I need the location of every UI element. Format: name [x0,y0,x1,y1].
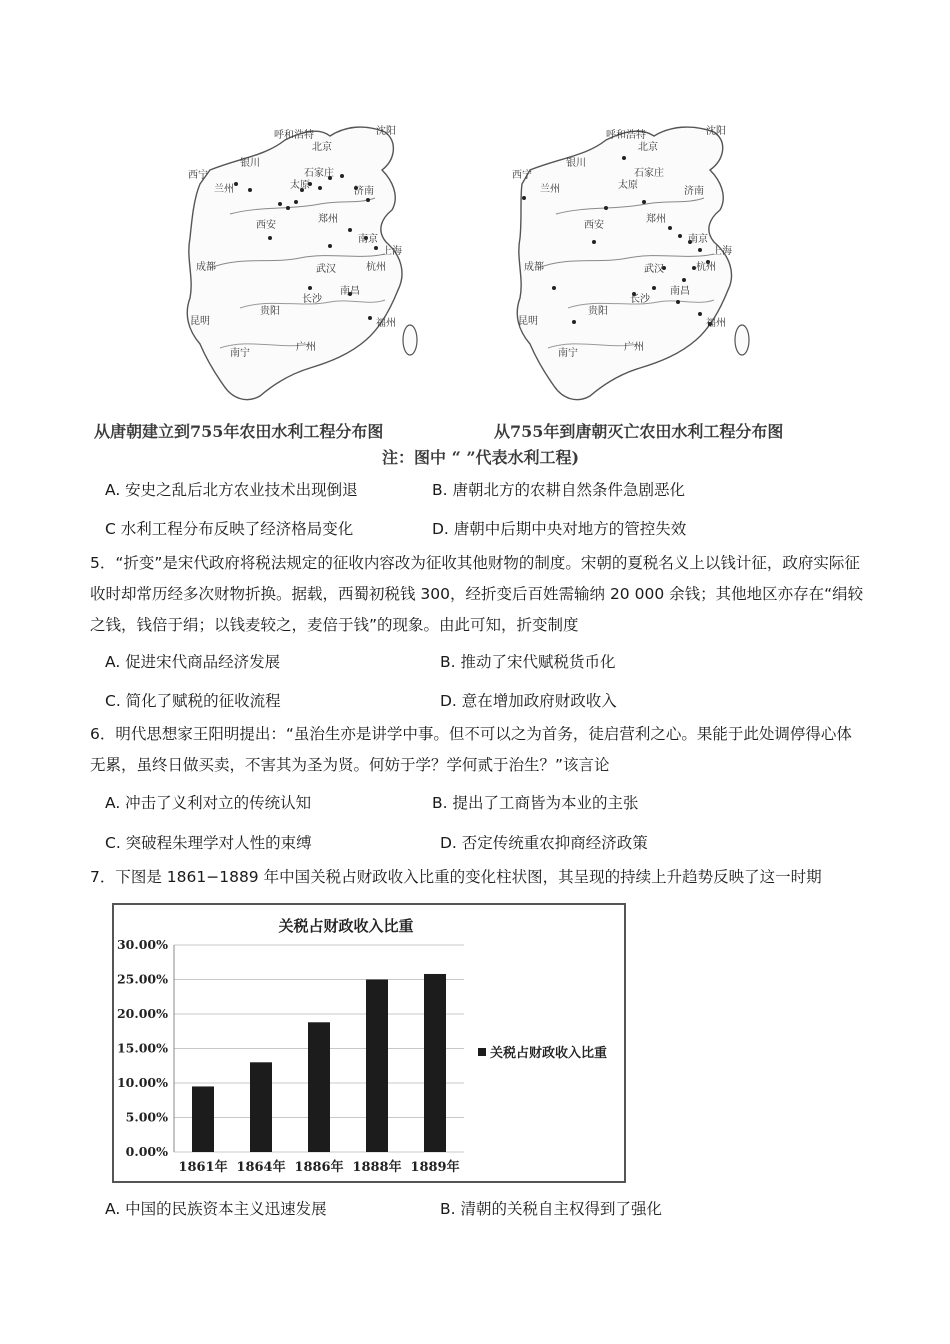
svg-text:福州: 福州 [706,318,726,329]
q5-stem: 5．“折变”是宋代政府将税法规定的征收内容改为征收其他财物的制度。宋朝的夏税名义上以钱计征，政府实际征收时却常历经多次财物折换。据载，西蜀初税钱 300，经折变后百姓需输纳 20 000 余钱；其他地区亦存在“绢较之钱，钱倍于绢；以钱麦较之，麦倍于钱”的现象。由此可知，折变制度 [90,554,864,634]
svg-text:北京: 北京 [638,142,658,153]
chart-title: 关税占财政收入比重 [278,917,414,935]
svg-text:杭州: 杭州 [366,262,386,273]
bar-1889年 [424,974,446,1152]
svg-text:西安: 西安 [256,220,276,231]
svg-text:西宁: 西宁 [188,170,208,181]
y-tick-label: 15.00% [116,1040,168,1056]
svg-text:兰州: 兰州 [540,184,560,195]
x-tick-label: 1888年 [352,1160,402,1175]
q4-option-d[interactable]: D. 唐朝中后期中央对地方的管控失效 [432,520,687,538]
map-note: 注：图中 “ ”代表水利工程) [382,448,580,467]
svg-text:呼和浩特: 呼和浩特 [274,130,314,141]
x-tick-label: 1864年 [236,1160,286,1175]
map-tang-late-graphic [494,118,768,423]
q7-option-b[interactable]: B. 清朝的关税自主权得到了强化 [440,1200,662,1218]
legend-swatch [478,1048,486,1056]
svg-text:银川: 银川 [240,158,260,169]
svg-text:南昌: 南昌 [670,286,690,297]
svg-text:上海: 上海 [382,246,402,257]
q5-option-d[interactable]: D. 意在增加政府财政收入 [440,692,617,710]
svg-text:贵阳: 贵阳 [588,306,608,317]
y-tick-label: 0.00% [125,1144,168,1159]
q7-option-a[interactable]: A. 中国的民族资本主义迅速发展 [105,1200,327,1218]
svg-text:沈阳: 沈阳 [706,126,726,137]
right-map-caption: 从755年到唐朝灭亡农田水利工程分布图 [494,422,784,441]
x-tick-label: 1861年 [178,1160,228,1175]
svg-text:石家庄: 石家庄 [304,168,334,179]
svg-text:济南: 济南 [354,186,374,197]
svg-text:杭州: 杭州 [696,262,716,273]
y-tick-label: 20.00% [116,1006,168,1021]
q7-stem: 7．下图是 1861−1889 年中国关税占财政收入比重的变化柱状图，其呈现的持续上升趋势反映了这一时期 [90,868,822,886]
q6-option-a[interactable]: A. 冲击了义利对立的传统认知 [105,794,312,812]
bar-1888年 [366,980,388,1153]
legend-label: 关税占财政收入比重 [490,1046,608,1061]
svg-text:北京: 北京 [312,142,332,153]
q4-option-b[interactable]: B. 唐朝北方的农耕自然条件急剧恶化 [432,481,685,499]
q4-option-c[interactable]: C 水利工程分布反映了经济格局变化 [105,520,354,538]
svg-text:南昌: 南昌 [340,286,360,297]
q5-option-c[interactable]: C. 简化了赋税的征收流程 [105,692,281,710]
y-tick-label: 30.00% [116,937,168,952]
x-tick-label: 1886年 [294,1160,344,1175]
svg-text:广州: 广州 [296,342,316,353]
svg-text:成都: 成都 [524,262,544,273]
left-map-caption: 从唐朝建立到755年农田水利工程分布图 [94,422,384,441]
svg-text:长沙: 长沙 [630,294,650,305]
q6-stem: 6．明代思想家王阳明提出：“虽治生亦是讲学中事。但不可以之为首务，徒启营利之心。果能于此处调停得心体无累，虽终日做买卖，不害其为圣为贤。何妨于学？学何贰于治生？”该言论 [90,725,852,774]
tariff-bar-chart [114,905,624,1181]
svg-text:西安: 西安 [584,220,604,231]
q5-option-b[interactable]: B. 推动了宋代赋税货币化 [440,653,616,671]
bar-1864年 [250,1062,272,1152]
svg-text:长沙: 长沙 [302,294,322,305]
svg-text:石家庄: 石家庄 [634,168,664,179]
svg-text:南京: 南京 [358,234,378,245]
q4-option-a[interactable]: A. 安史之乱后北方农业技术出现倒退 [105,481,358,499]
svg-text:昆明: 昆明 [190,316,210,327]
svg-text:南宁: 南宁 [558,348,578,359]
y-tick-label: 10.00% [116,1075,168,1090]
map-tang-early-graphic [170,118,430,423]
svg-text:昆明: 昆明 [518,316,538,327]
svg-text:郑州: 郑州 [646,214,666,225]
svg-text:南京: 南京 [688,234,708,245]
q5-option-a[interactable]: A. 促进宋代商品经济发展 [105,653,281,671]
bar-1886年 [308,1022,330,1152]
y-tick-label: 25.00% [116,971,168,987]
svg-text:济南: 济南 [684,186,704,197]
svg-text:南宁: 南宁 [230,348,250,359]
svg-text:福州: 福州 [376,318,396,329]
svg-text:贵阳: 贵阳 [260,306,280,317]
svg-text:呼和浩特: 呼和浩特 [606,130,646,141]
map-tang-early [170,118,430,423]
svg-text:成都: 成都 [196,262,216,273]
svg-text:银川: 银川 [566,158,586,169]
svg-text:上海: 上海 [712,246,732,257]
svg-text:太原: 太原 [290,180,310,191]
chart-frame [112,903,626,1183]
q6-option-b[interactable]: B. 提出了工商皆为本业的主张 [432,794,639,812]
q6-option-d[interactable]: D. 否定传统重农抑商经济政策 [440,834,648,852]
map-tang-late [494,118,768,423]
y-tick-label: 5.00% [125,1109,168,1125]
svg-text:兰州: 兰州 [214,184,234,195]
svg-text:西宁: 西宁 [512,170,532,181]
svg-text:沈阳: 沈阳 [376,126,396,137]
q6-option-c[interactable]: C. 突破程朱理学对人性的束缚 [105,834,312,852]
svg-text:武汉: 武汉 [316,264,336,275]
x-tick-label: 1889年 [410,1160,460,1175]
svg-text:郑州: 郑州 [318,214,338,225]
bar-1861年 [192,1086,214,1152]
svg-text:广州: 广州 [624,342,644,353]
svg-text:武汉: 武汉 [644,264,664,275]
svg-text:太原: 太原 [618,180,638,191]
